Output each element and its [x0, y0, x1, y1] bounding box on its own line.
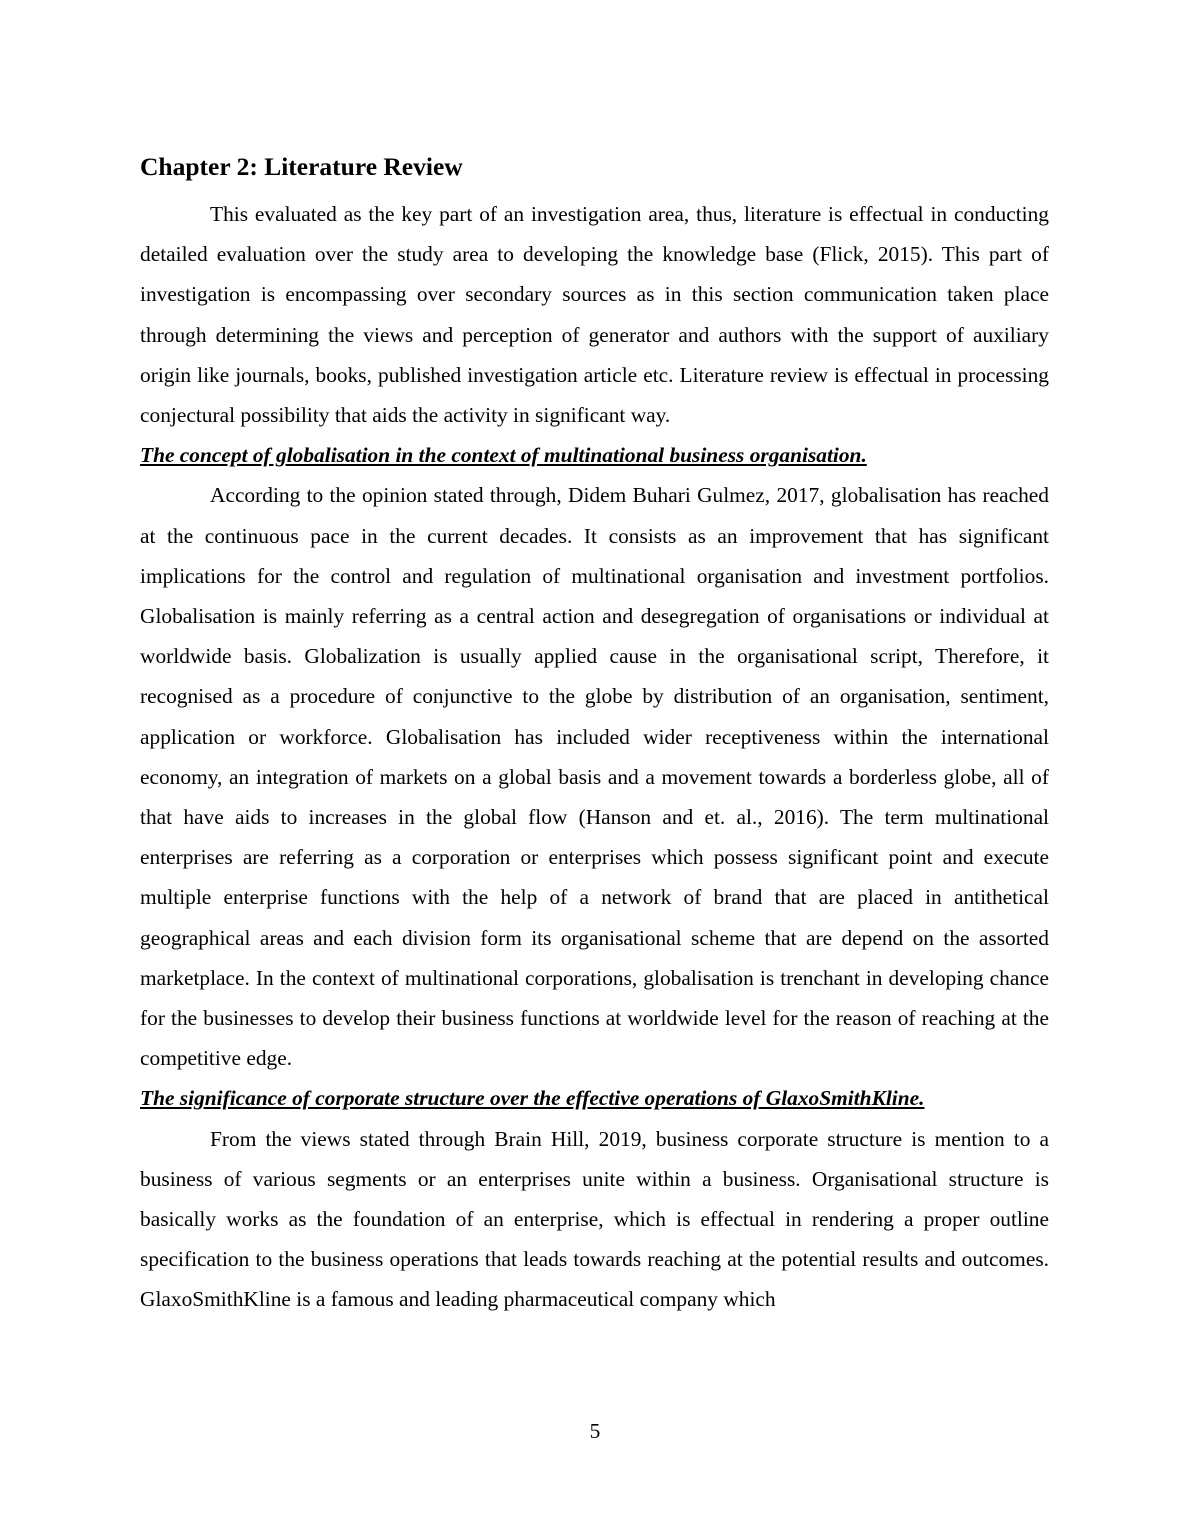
paragraph-intro: This evaluated as the key part of an investigation area, thus, literature is effectual in conducting detailed evaluation over the study area to developing the knowledge base (Flick, 2015). This part of investigation is encompassing over secondary sources as in this section communication taken place through determining the views and perception of generator and authors with the support of auxiliary origin like journals, books, published investigation article etc. Literature review is effectual in processing conjectural possibility that aids the activity in significant way.: [140, 202, 1049, 428]
chapter-title: Chapter 2: Literature Review: [140, 152, 463, 181]
page-content: [140, 150, 1049, 1320]
paragraph-globalisation: According to the opinion stated through, Didem Buhari Gulmez, 2017, globalisation has reached at the continuous pace in the current decades. It consists as an improvement that has significant implications for the control and regulation of multinational organisation and investment portfolios. Globalisation is mainly referring as a central action and desegregation of organisations or individual at worldwide basis. Globalization is usually applied cause in the organisational script, Therefore, it recognised as a procedure of conjunctive to the globe by distribution of an organisation, sentiment, application or workforce. Globalisation has included wider receptiveness within the international economy, an integration of markets on a global basis and a movement towards a borderless globe, all of that have aids to increases in the global flow (Hanson and et. al., 2016). The term multinational enterprises are referring as a corporation or enterprises which possess significant point and execute multiple enterprise functions with the help of a network of brand that are placed in antithetical geographical areas and each division form its organisational scheme that are depend on the assorted marketplace. In the context of multinational corporations, globalisation is trenchant in developing chance for the businesses to develop their business functions at worldwide level for the reason of reaching at the competitive edge.: [140, 483, 1049, 1071]
subheading-corporate-structure: The significance of corporate structure over the effective operations of GlaxoSmithKline.: [140, 1086, 925, 1111]
page-number: 5: [589, 1419, 601, 1443]
subheading-globalisation: The concept of globalisation in the context of multinational business organisation.: [140, 443, 867, 468]
paragraph-corporate-structure: From the views stated through Brain Hill, 2019, business corporate structure is mention to a business of various segments or an enterprises unite within a business. Organisational structure is basically works as the foundation of an enterprise, which is effectual in rendering a proper outline specification to the business operations that leads towards reaching at the potential results and outcomes. GlaxoSmithKline is a famous and leading pharmaceutical company which: [140, 1126, 1049, 1312]
